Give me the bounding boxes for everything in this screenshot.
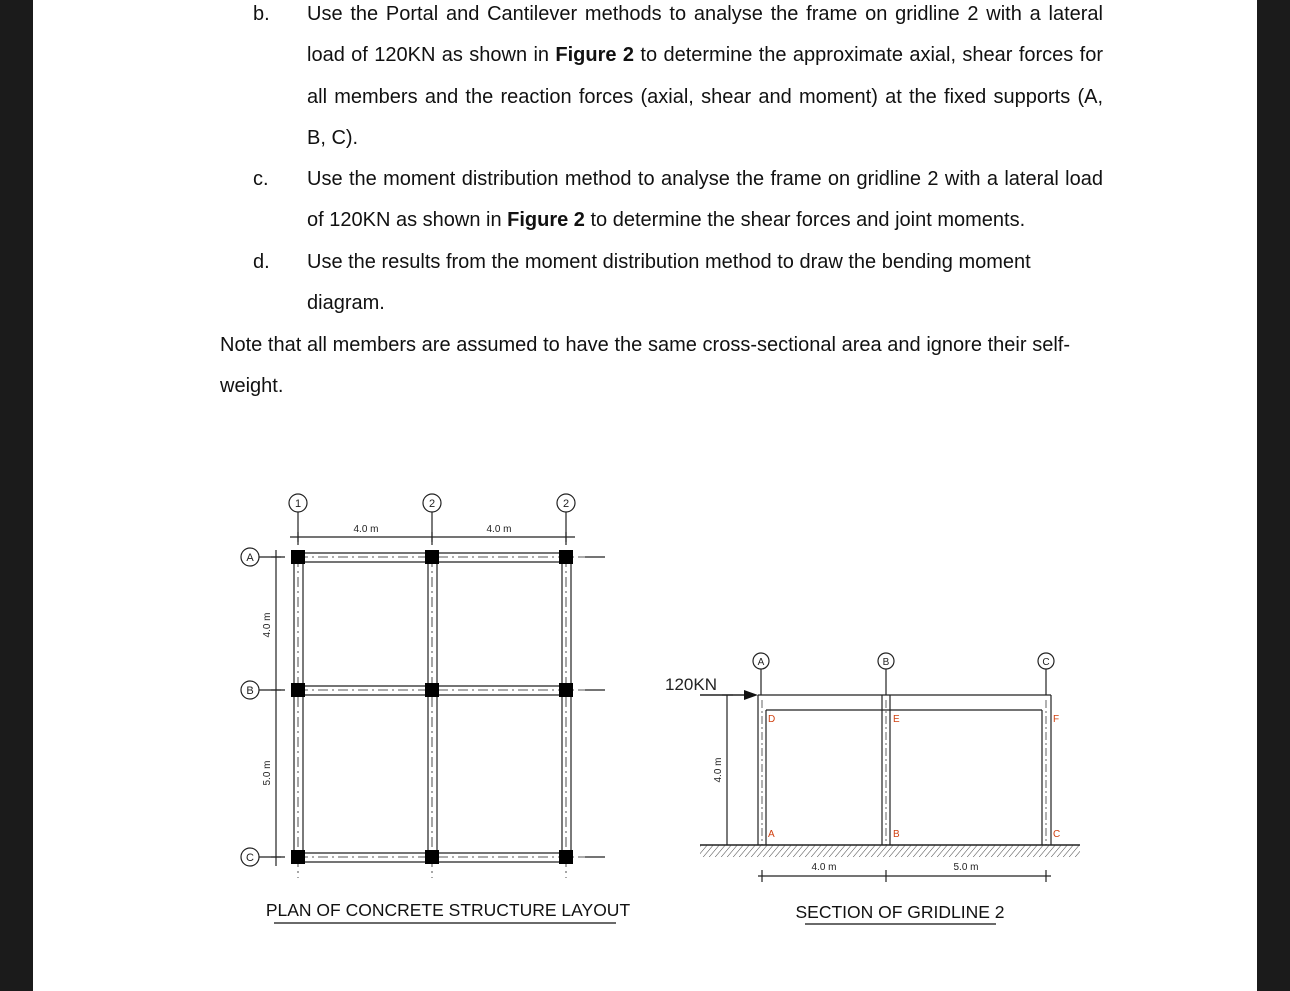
section-span-2: 5.0 m: [953, 862, 979, 873]
plan-bubble-C-label: C: [246, 852, 254, 864]
joint-E-label: E: [893, 714, 900, 725]
support-A-label: A: [768, 829, 775, 840]
question-d-text: Use the results from the moment distribution method to draw the bending moment diagram.: [307, 251, 1031, 315]
section-load-label: 120KN: [665, 675, 717, 694]
question-c-text: Use the moment distribution method to analyse the frame on gridline 2 with a lateral load of 120KN as shown in Figure 2 to determine the shear forces and joint moments.: [307, 168, 1103, 232]
plan-beams: [294, 553, 571, 862]
plan-span-y-2: 5.0 m: [262, 760, 273, 786]
plan-span-x-2: 4.0 m: [486, 524, 512, 535]
joint-F-label: F: [1053, 714, 1060, 725]
plan-bubble-A-label: A: [246, 552, 254, 564]
plan-row-bubbles: [241, 548, 285, 866]
section-drawing: [700, 653, 1080, 882]
plan-span-x-1: 4.0 m: [353, 524, 379, 535]
plan-bubble-3-label: 2: [562, 498, 570, 510]
plan-bubble-B-label: B: [246, 685, 254, 697]
question-d-label: d.: [253, 251, 270, 273]
plan-bubble-2-label: 2: [428, 498, 436, 510]
support-C-label: C: [1053, 829, 1061, 840]
section-bubble-A-label: A: [757, 657, 765, 668]
plan-caption: PLAN OF CONCRETE STRUCTURE LAYOUT: [265, 900, 631, 920]
question-b-text: Use the Portal and Cantilever methods to analyse the frame on gridline 2 with a lateral load of 120KN as shown in Figure 2 to determine the approximate axial, shear forces for all members and the reaction forces (axial, shear and moment) at the fixed supports (A, B, C).: [307, 3, 1104, 149]
joint-D-label: D: [768, 714, 776, 725]
support-B-label: B: [893, 829, 900, 840]
section-span-1: 4.0 m: [811, 862, 837, 873]
plan-bubble-1-label: 1: [294, 498, 302, 510]
plan-span-y-1: 4.0 m: [262, 612, 273, 638]
note-text: Note that all members are assumed to have the same cross-sectional area and ignore their self-weight.: [220, 334, 1070, 398]
question-b-label: b.: [253, 3, 270, 25]
section-bubble-B-label: B: [882, 657, 890, 668]
section-caption: SECTION OF GRIDLINE 2: [795, 902, 1005, 922]
section-height-label: 4.0 m: [713, 757, 724, 783]
question-c-label: c.: [253, 168, 269, 190]
section-bubble-C-label: C: [1042, 657, 1050, 668]
